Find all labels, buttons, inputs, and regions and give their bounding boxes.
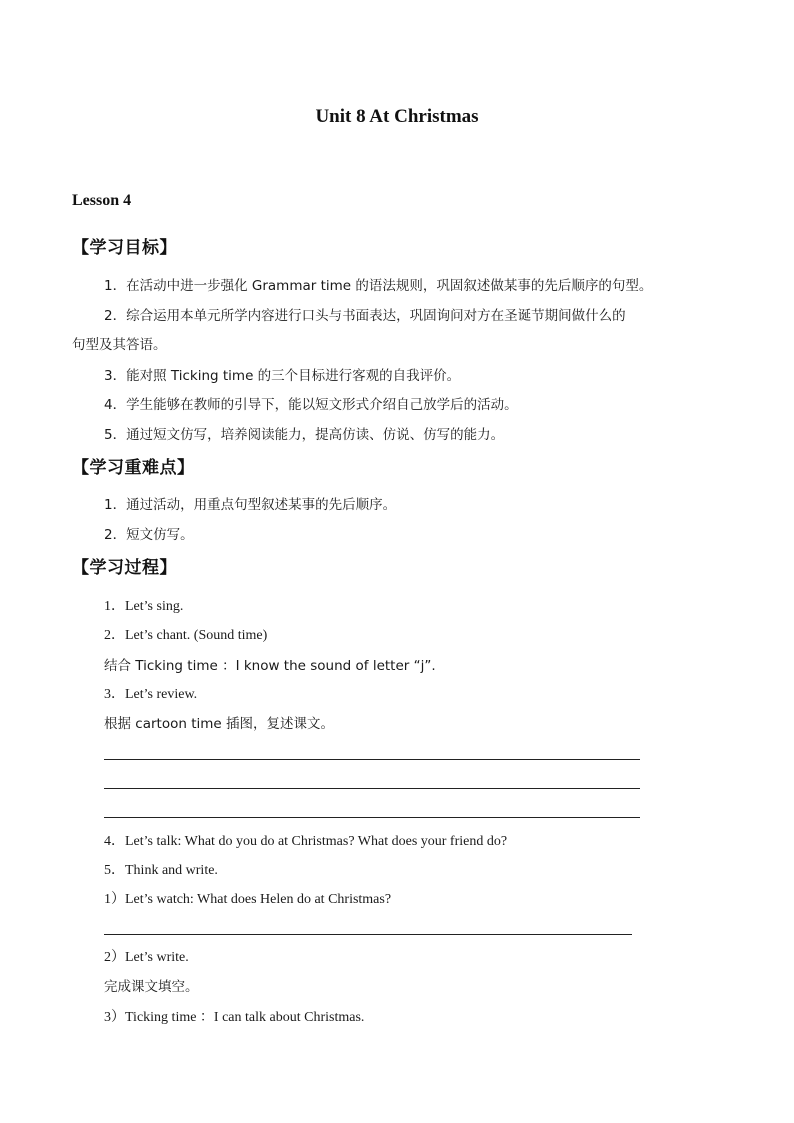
objective-item: 5．通过短文仿写，培养阅读能力，提高仿读、仿说、仿写的能力。 (104, 427, 505, 443)
answer-line[interactable] (104, 817, 640, 818)
key-point-item: 1．通过活动，用重点句型叙述某事的先后顺序。 (104, 497, 397, 513)
process-item: 1）Let’s watch: What does Helen do at Christmas? (104, 892, 392, 907)
process-item: 3）Ticking time ：I can talk about Christmas. (104, 1010, 365, 1025)
objective-item: 4．学生能够在教师的引导下，能以短文形式介绍自己放学后的活动。 (104, 397, 518, 413)
answer-line[interactable] (104, 759, 640, 760)
key-points-heading: 【学习重难点】 (72, 458, 195, 478)
process-item: 4．Let’s talk: What do you do at Christmas? What does your friend do? (104, 834, 508, 849)
objective-item: 3．能对照 Ticking time 的三个目标进行客观的自我评价。 (104, 368, 461, 384)
answer-line[interactable] (104, 934, 632, 935)
process-item: 2．Let’s chant. (Sound time) (104, 628, 268, 643)
process-item: 完成课文填空。 (104, 979, 199, 995)
objective-item: 2．综合运用本单元所学内容进行口头与书面表达，巩固询问对方在圣诞节期间做什么的 (104, 308, 626, 324)
objectives-heading: 【学习目标】 (72, 238, 177, 258)
answer-line[interactable] (104, 788, 640, 789)
process-item: 5．Think and write. (104, 863, 218, 878)
objective-item-continuation: 句型及其答语。 (72, 337, 167, 353)
process-item: 结合 Ticking time ：I know the sound of letter “j”. (104, 658, 436, 674)
process-item: 3．Let’s review. (104, 687, 198, 702)
process-heading: 【学习过程】 (72, 558, 177, 578)
objective-item: 1．在活动中进一步强化 Grammar time 的语法规则，巩固叙述做某事的先后顺序的句型。 (104, 278, 653, 294)
process-item: 根据 cartoon time 插图，复述课文。 (104, 716, 334, 732)
document-title: Unit 8 At Christmas (315, 106, 479, 127)
lesson-label: Lesson 4 (72, 192, 132, 209)
process-item: 2）Let’s write. (104, 950, 189, 965)
process-item: 1．Let’s sing. (104, 599, 184, 614)
key-point-item: 2．短文仿写。 (104, 527, 194, 543)
